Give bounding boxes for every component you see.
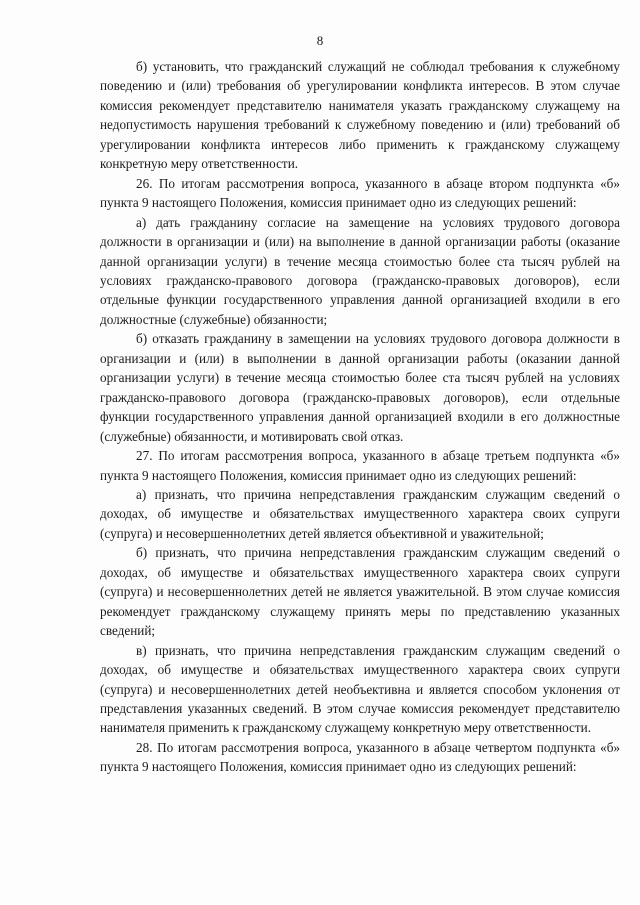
paragraph-27b: б) признать, что причина непредставления гражданским служащим сведений о доходах, об имуществе и обязательствах имущественного характера своих супруги (супруга) и несовершеннолетних детей не является уважительной. В этом случае комиссия рекомендует гражданскому служащему принять меры по представлению указанных сведений; (100, 545, 620, 639)
document-body (100, 57, 620, 777)
paragraph-26a: а) дать гражданину согласие на замещение на условиях трудового договора должности в организации и (или) на выполнение в данной организации работы (оказание данной организации услуги) в течение месяца стоимостью более ста тысяч рублей на условиях гражданско-правового договора (гражданско-правовых договоров), если отдельные функции государственного управления данной организацией входили в его должностные (служебные) обязанности; (100, 214, 620, 327)
paragraph-26b: б) отказать гражданину в замещении на условиях трудового договора должности в организации и (или) в выполнении в данной организации работы (оказании данной организации услуги) в течение месяца стоимостью более ста тысяч рублей на условиях гражданско-правового договора (гражданско-правовых договоров), если отдельные функции государственного управления данной организацией входили в его должностные (служебные) обязанности, и мотивировать свой отказ. (100, 331, 620, 444)
page-number: 8 (316, 33, 324, 48)
paragraph-27: 27. По итогам рассмотрения вопроса, указанного в абзаце третьем подпункта «б» пункта 9 настоящего Положения, комиссия принимает одно из следующих решений: (100, 448, 620, 483)
paragraph-26: 26. По итогам рассмотрения вопроса, указанного в абзаце втором подпункта «б» пункта 9 настоящего Положения, комиссия принимает одно из следующих решений: (100, 175, 620, 211)
paragraph-28: 28. По итогам рассмотрения вопроса, указанного в абзаце четвертом подпункта «б» пункта 9 настоящего Положения, комиссия принимает одно из следующих решений: (100, 739, 620, 775)
paragraph-25b: б) установить, что гражданский служащий не соблюдал требования к служебному поведению и (или) требования об урегулировании конфликта интересов. В этом случае комиссия рекомендует представителю нанимателя указать гражданскому служащему на недопустимость нарушения требований к служебному поведению и (или) требований об урегулировании конфликта интересов либо применить к гражданскому служащему конкретную меру ответственности. (100, 59, 620, 172)
paragraph-27a: а) признать, что причина непредставления гражданским служащим сведений о доходах, об имуществе и обязательствах имущественного характера своих супруги (супруга) и несовершеннолетних детей является объективной и уважительной; (100, 486, 620, 541)
paragraph-27c: в) признать, что причина непредставления гражданским служащим сведений о доходах, об имуществе и обязательствах имущественного характера своих супруги (супруга) и несовершеннолетних детей необъективна и является способом уклонения от представления указанных сведений. В этом случае комиссия рекомендует представителю нанимателя применить к гражданскому служащему конкретную меру ответственности. (100, 642, 620, 736)
